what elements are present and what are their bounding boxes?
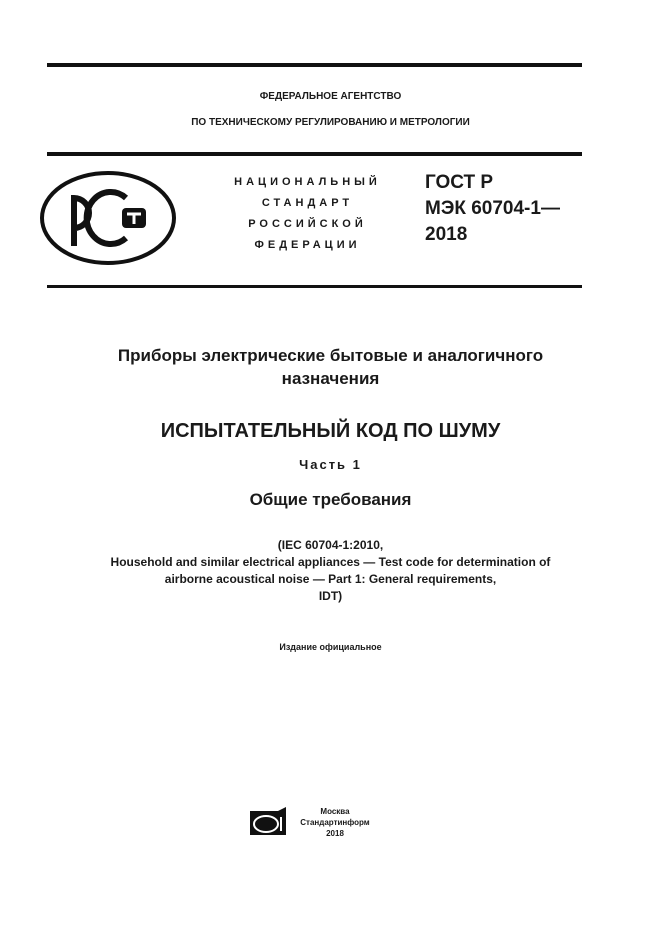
standard-type bbox=[215, 172, 400, 256]
part-label: Часть 1 bbox=[299, 457, 362, 472]
top-rule bbox=[47, 63, 582, 67]
publisher-city: Москва bbox=[320, 807, 350, 816]
header-bottom-rule bbox=[47, 285, 582, 288]
iec-line: airborne acoustical noise — Part 1: General requirements, bbox=[164, 572, 497, 586]
title-block bbox=[0, 344, 661, 390]
iec-line: Household and similar electrical appliances — Test code for determination of bbox=[110, 555, 551, 569]
designation-line: ГОСТ Р bbox=[425, 172, 494, 193]
publisher-name: Стандартинформ bbox=[300, 818, 370, 827]
subtitle: Общие требования bbox=[249, 490, 412, 509]
title-line: Приборы электрические бытовые и аналогичного bbox=[117, 346, 544, 365]
main-title: ИСПЫТАТЕЛЬНЫЙ КОД ПО ШУМУ bbox=[160, 420, 501, 442]
standard-type-line: ФЕДЕРАЦИИ bbox=[254, 239, 361, 251]
designation-line: МЭК 60704-1— bbox=[425, 198, 560, 219]
header-rule bbox=[47, 152, 582, 156]
standard-type-line: СТАНДАРТ bbox=[261, 197, 354, 209]
iec-line: (IEC 60704-1:2010, bbox=[277, 538, 384, 552]
standard-type-line: НАЦИОНАЛЬНЫЙ bbox=[234, 176, 381, 188]
iec-line: IDT) bbox=[318, 589, 343, 603]
publisher-year: 2018 bbox=[326, 829, 344, 838]
agency-line1: ФЕДЕРАЛЬНОЕ АГЕНТСТВО bbox=[259, 91, 402, 102]
gost-logo-icon bbox=[38, 168, 178, 268]
standard-type-line: РОССИЙСКОЙ bbox=[248, 218, 367, 230]
edition-label: Издание официальное bbox=[279, 642, 382, 652]
publisher-logo-icon bbox=[248, 805, 290, 839]
designation bbox=[425, 170, 560, 248]
agency-line2: ПО ТЕХНИЧЕСКОМУ РЕГУЛИРОВАНИЮ И МЕТРОЛОГИИ bbox=[191, 117, 470, 128]
designation-line: 2018 bbox=[425, 224, 468, 245]
iec-reference bbox=[0, 537, 661, 605]
title-line: назначения bbox=[281, 369, 380, 388]
publisher bbox=[290, 806, 380, 839]
